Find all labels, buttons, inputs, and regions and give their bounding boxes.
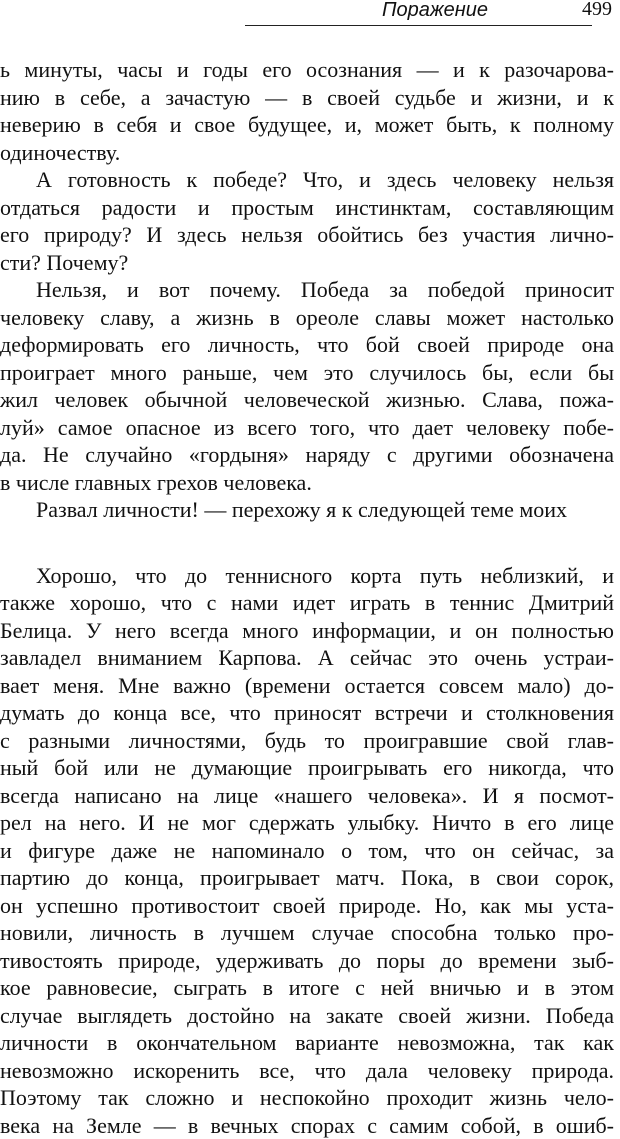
text-line: Хорошо, что до теннисного корта путь неблизкий, и [0,562,614,590]
text-line: да. Не случайно «гордыня» наряду с другими обозначена [0,441,614,469]
text-line: А готовность к победе? Что, и здесь человеку нельзя [0,166,614,194]
text-line: и фигуре даже не напоминало о том, что он сейчас, за [0,837,614,865]
text-line: всегда написано на лице «нашего человека». И я посмот- [0,782,614,810]
text-line: ь минуты, часы и годы его осознания — и к разочарова- [0,56,614,84]
text-line: завладел вниманием Карпова. А сейчас это очень устраи- [0,644,614,672]
text-line: думать до конца все, что приносят встречи и столкновения [0,699,614,727]
text-line: деформировать его личность, что бой своей природе она [0,331,614,359]
text-line: тивостоять природе, удерживать до поры до времени зыб- [0,947,614,975]
text-line: Белица. У него всегда много информации, и он полностью [0,617,614,645]
text-line: партию до конца, проигрывает матч. Пока, в свои сорок, [0,864,614,892]
text-line: человеку славу, а жизнь в ореоле славы может настолько [0,304,614,332]
text-line: проиграет много раньше, чем это случилось бы, если бы [0,359,614,387]
running-title: Поражение [382,0,488,21]
text-line: случае выглядеть достойно на закате своей жизни. Победа [0,1002,614,1030]
text-line: в числе главных грехов человека. [0,469,614,497]
section-2 [0,562,614,1139]
page-body [0,56,614,1139]
text-line: рел на него. И не мог сдержать улыбку. Ничто в его лице [0,809,614,837]
page-number: 499 [582,0,612,20]
text-line: Нельзя, и вот почему. Победа за победой приносит [0,276,614,304]
text-line: он успешно противостоит своей природе. Но, как мы уста- [0,892,614,920]
text-line: его природу? И здесь нельзя обойтись без участия лично- [0,221,614,249]
text-line: новили, личность в лучшем случае способна только про- [0,919,614,947]
text-line: одиночеству. [0,139,614,167]
text-line: личности в окончательном варианте невозможна, так как [0,1029,614,1057]
text-line: жил человек обычной человеческой жизнью. Слава, пожа- [0,386,614,414]
section-1 [0,56,614,524]
text-line: Поэтому так сложно и неспокойно проходит жизнь чело- [0,1084,614,1112]
header-rule [245,25,592,26]
text-line: также хорошо, что с нами идет играть в теннис Дмитрий [0,589,614,617]
text-line: луй» самое опасное из всего того, что дает человеку побе- [0,414,614,442]
page-header [0,0,620,32]
text-line: невозможно искоренить все, что дала человеку природа. [0,1057,614,1085]
section-gap [0,524,614,562]
text-line: века на Земле — в вечных спорах с самим собой, в ошиб- [0,1112,614,1139]
text-line: с разными личностями, будь то проигравшие свой глав- [0,727,614,755]
text-line: ный бой или не думающие проигрывать его никогда, что [0,754,614,782]
text-line: сти? Почему? [0,249,614,277]
text-line: кое равновесие, сыграть в итоге с ней вничью и в этом [0,974,614,1002]
text-line: неверию в себя и свое будущее, и, может быть, к полному [0,111,614,139]
text-line: нию в себе, а зачастую — в своей судьбе и жизни, и к [0,84,614,112]
text-line: отдаться радости и простым инстинктам, составляющим [0,194,614,222]
text-line: вает меня. Мне важно (времени остается совсем мало) до- [0,672,614,700]
text-line: Развал личности! — перехожу я к следующей теме моих [0,496,614,524]
